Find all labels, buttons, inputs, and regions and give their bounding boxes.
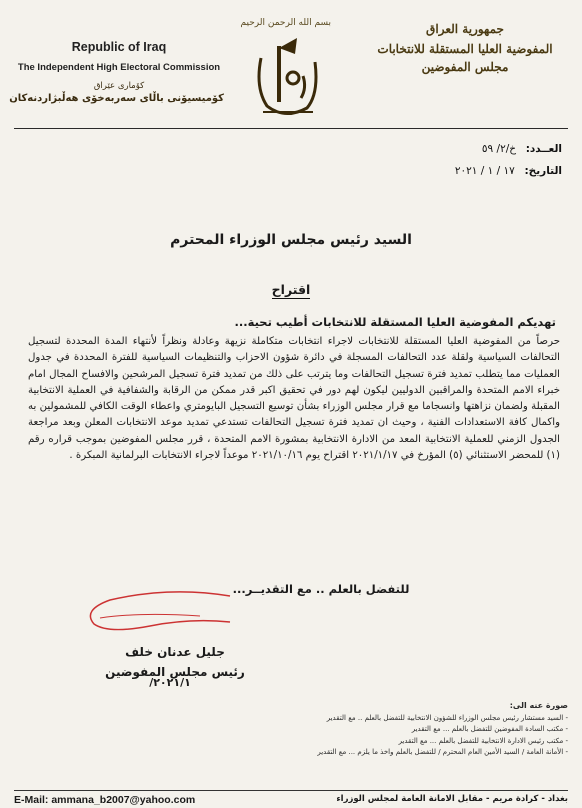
- closing-line: للتفضل بالعلم .. مع التقديــر...: [232, 582, 410, 596]
- copies-title: صورة عنه الى:: [509, 701, 568, 710]
- emblem-logo-icon: [245, 28, 331, 124]
- letter-reference: [455, 138, 562, 182]
- letter-body: حرصاً من المفوضية العليا المستقلة للانتخابات لاجراء انتخابات متكاملة نزيهة وعادلة ونظراً لأنتهاء المدة المحددة لتسجيل التحالفات السياسية ولقلة عدد التحالفات المسجلة في دائرة شؤون الاحزاب والتنظيمات السياسية للفترة المحددة في جدول العمليات مما يتطلب تمديد فترة تسجيل التحالفات وما يترتب على ذلك من تمديد فترة تسجيل المرشحين والافساح المجال امام خبراء الامم المتحدة والمراقبين الدوليين ليكون لهم دور في تحقيق اكبر قدر ممكن من الرقابة والشفافية في العملية الانتخابية المقبلة ولضمان نزاهتها وانسجاما مع قرار مجلس الوزراء بشأن توسيع التسجيل البايومتري واعطاء الوقت الكافي للمشمولين به واكمال كافة الاستعدادات الفنية ، وحيث ان تمديد فترة تسجيل التحالفات تستدعي تمديد موعد الانتخابات المعلن وبعد مراجعة الجدول الزمني للعملية الانتخابية المعد من الادارة الانتخابية بمشورة الامم المتحدة ، قرر مجلس المفوضين بموجب قراره رقم (١) للمحضر الاستثنائي (٥) المؤرخ في ٢٠٢١/١/١٧ اقتراح يوم ٢٠٢١/١٠/١٦ موعداً لاجراء الانتخابات البرلمانية المبكرة .: [28, 336, 560, 462]
- number-value: خ/٢/ ٥٩: [481, 143, 517, 155]
- republic-ku: کۆماری عێراق: [93, 81, 145, 91]
- reference-number-row: [455, 138, 562, 160]
- republic-ar: جمهورية العراق: [426, 22, 504, 36]
- footer-email[interactable]: E-Mail: ammana_b2007@yahoo.com: [14, 794, 196, 806]
- copy-item: - السيد مستشار رئيس مجلس الوزراء للشؤون الانتخابية للتفضل بالعلم .. مع التقدير: [326, 714, 568, 723]
- number-label: العــدد:: [525, 143, 562, 155]
- handwritten-signature-icon: [80, 588, 240, 638]
- copy-item: - مكتب رئيس الادارة الانتخابية للتفضل بالعلم ... مع التقدير: [398, 736, 568, 745]
- footer-divider: [14, 790, 568, 791]
- reference-date-row: [455, 160, 562, 182]
- signer-title: رئيس مجلس المفوضين: [105, 665, 245, 679]
- header-arabic: [360, 22, 570, 74]
- republic-en: Republic of Iraq: [71, 40, 167, 54]
- subject-line: [0, 282, 582, 297]
- signer-name: جليل عدنان خلف: [125, 645, 225, 659]
- council-ar: مجلس المفوضين: [421, 60, 509, 74]
- date-label: التاريخ:: [524, 165, 562, 177]
- copy-item: - مكتب السادة المفوضين للتفضل بالعلم ... مع التقدير: [411, 725, 568, 734]
- footer-address: بغداد - كرادة مريم - مقابل الامانة العامة لمجلس الوزراء: [336, 794, 568, 804]
- subject-text: اقتراح: [271, 282, 311, 297]
- commission-ku: کۆمیسیۆنی باڵای سەربەخۆی هەڵبژاردنەکان: [9, 93, 224, 104]
- copy-item: - الأمانة العامة / السيد الأمين العام المحترم / للتفضل بالعلم واخذ ما يلزم ... مع التقدير: [317, 747, 568, 756]
- header-english-kurdish: [9, 40, 224, 104]
- commission-ar: المفوضية العليا المستقلة للانتخابات: [377, 42, 553, 56]
- commission-emblem: [240, 18, 331, 128]
- greeting-line: تهديكم المفوضية العليا المستقلة للانتخابات أطيب تحية...: [234, 315, 556, 329]
- copies-list: [228, 700, 568, 758]
- addressee: السيد رئيس مجلس الوزراء المحترم: [170, 232, 412, 248]
- footer: [14, 794, 568, 808]
- basmala-text: بسم الله الرحمن الرحيم: [240, 18, 331, 28]
- signature-date: ٢٠٢١/١/: [149, 676, 191, 689]
- commission-en: The Independent High Electoral Commission: [17, 62, 221, 73]
- date-value: ١٧ / ١ / ٢٠٢١: [454, 165, 515, 177]
- header-divider: [14, 128, 568, 129]
